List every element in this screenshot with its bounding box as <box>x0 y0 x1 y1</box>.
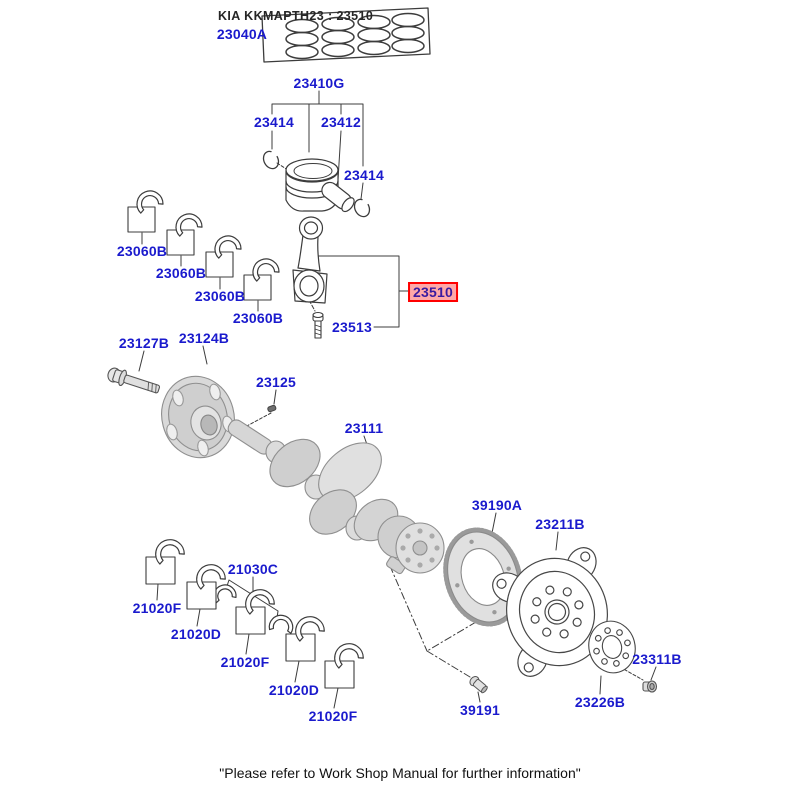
part-label-crankshaft-pulley[interactable]: 23124B <box>178 330 230 346</box>
part-label-connecting-rod-selected[interactable]: 23510 <box>408 282 458 302</box>
part-label-piston-ring-set[interactable]: 23040A <box>216 26 268 42</box>
part-label-adapter-plate[interactable]: 23226B <box>574 694 626 710</box>
connecting-rod-drawing <box>293 217 327 303</box>
footer-note: "Please refer to Work Shop Manual for further information" <box>219 765 581 781</box>
snap-ring-right-drawing <box>352 197 373 219</box>
part-label-main-bearing-1[interactable]: 21020F <box>132 600 182 616</box>
sensor-wheel-bolt-drawing <box>468 675 489 695</box>
part-label-sensor-wheel[interactable]: 39190A <box>471 497 523 513</box>
part-label-rod-bearing-3[interactable]: 23060B <box>194 288 246 304</box>
crankshaft-drawing <box>226 417 444 577</box>
part-label-woodruff-key[interactable]: 23125 <box>256 374 296 390</box>
part-label-rod-bearing-4[interactable]: 23060B <box>232 310 284 326</box>
part-label-main-bearing-2[interactable]: 21020D <box>170 626 222 642</box>
part-label-main-bearing-3[interactable]: 21020F <box>220 654 270 670</box>
part-label-main-bearing-5[interactable]: 21020F <box>308 708 358 724</box>
part-label-crankshaft[interactable]: 23111 <box>344 420 384 436</box>
crankshaft-pulley-drawing <box>153 368 244 466</box>
snap-ring-left-drawing <box>261 149 282 171</box>
part-label-plate-bolt[interactable]: 23311B <box>632 651 682 667</box>
part-label-sensor-wheel-bolt[interactable]: 39191 <box>460 702 500 718</box>
part-label-main-bearing-4[interactable]: 21020D <box>268 682 320 698</box>
part-label-rod-bolt[interactable]: 23513 <box>332 319 372 335</box>
watermark-text: KIA KKMAPTH23 : 23510 <box>218 9 374 23</box>
part-label-rod-bearing-2[interactable]: 23060B <box>155 265 207 281</box>
part-label-pulley-bolt[interactable]: 23127B <box>118 335 170 351</box>
woodruff-key-drawing <box>267 405 276 412</box>
part-label-piston-pin[interactable]: 23412 <box>321 114 361 130</box>
part-label-snap-ring-right[interactable]: 23414 <box>344 167 384 183</box>
part-label-drive-plate[interactable]: 23211B <box>535 516 585 532</box>
part-label-rod-bearing-1[interactable]: 23060B <box>116 243 168 259</box>
rod-bolt-drawing <box>313 313 323 339</box>
pulley-bolt-drawing <box>106 366 161 398</box>
plate-bolt-drawing <box>643 681 657 692</box>
part-label-thrust-washer-set[interactable]: 21030C <box>227 561 279 577</box>
part-label-piston-assembly[interactable]: 23410G <box>293 75 345 91</box>
part-label-snap-ring-left[interactable]: 23414 <box>254 114 294 130</box>
